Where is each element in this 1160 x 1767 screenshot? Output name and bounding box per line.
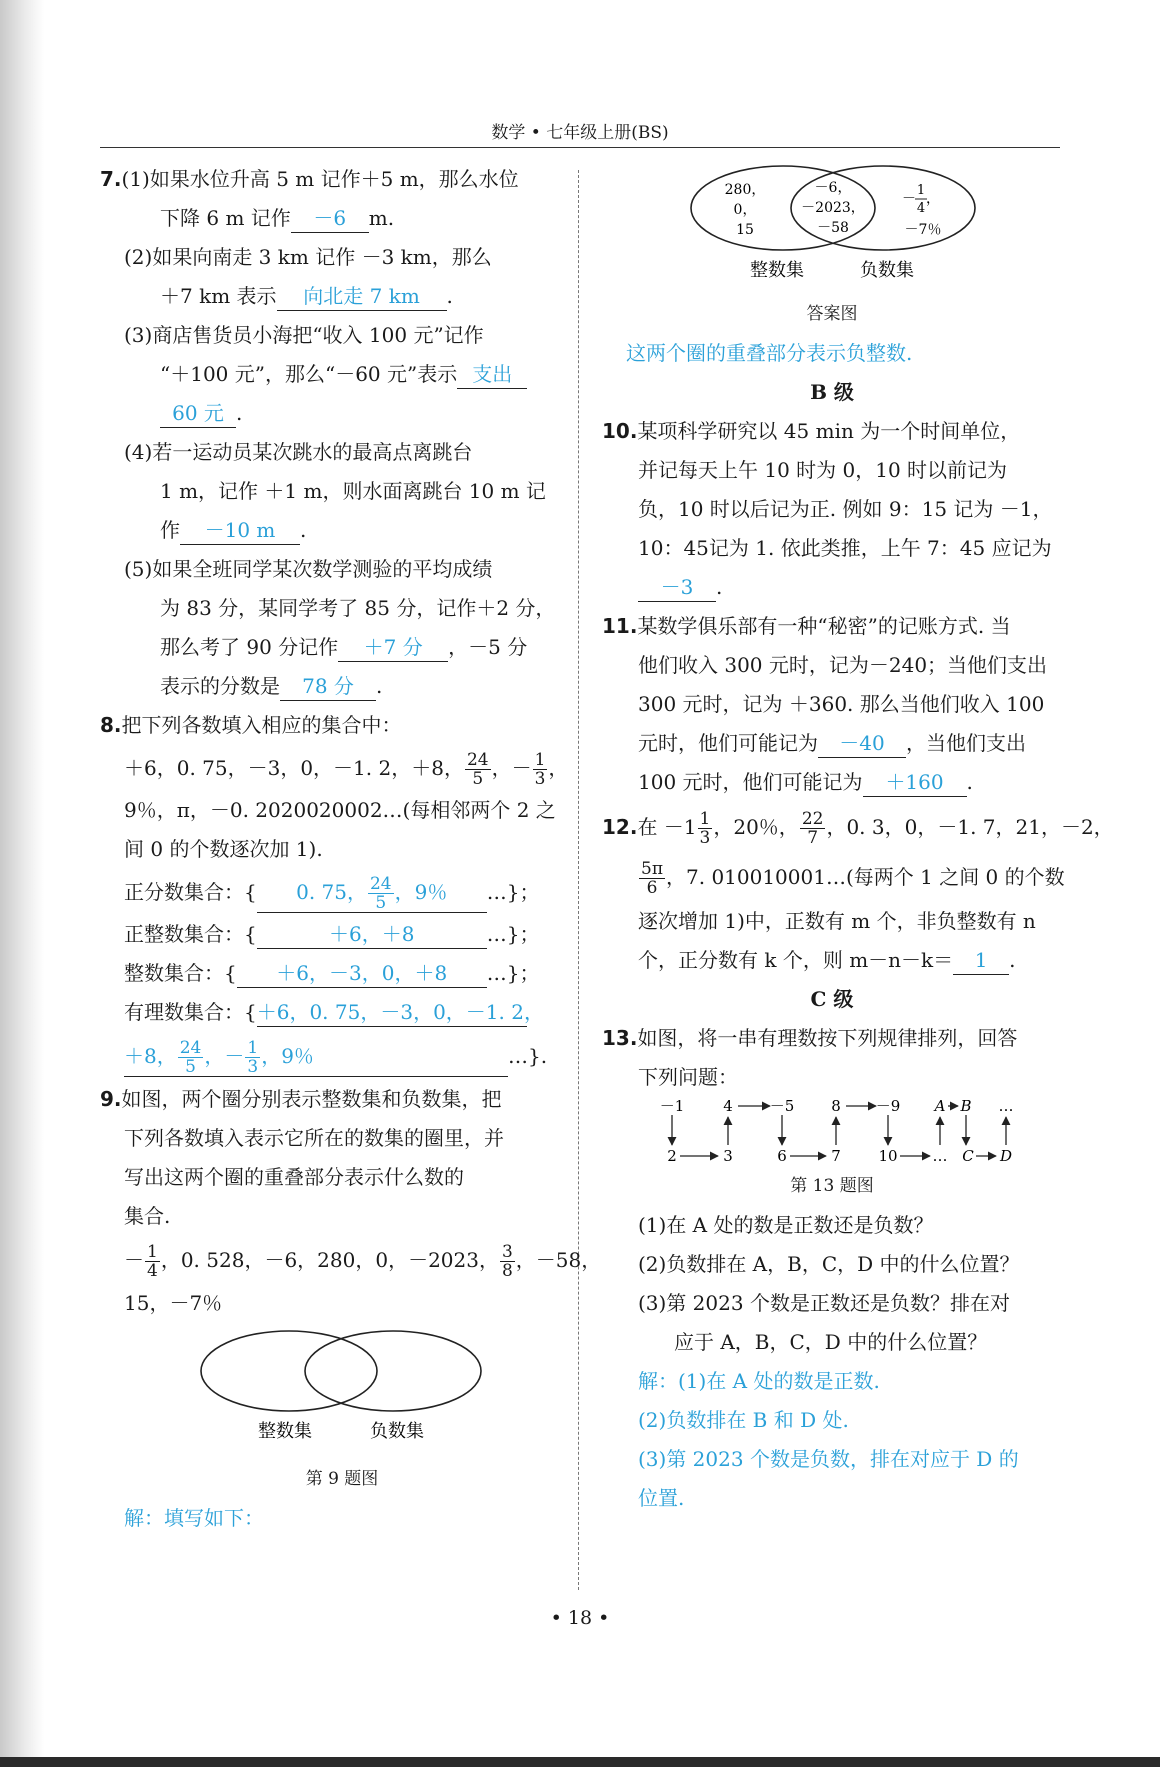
q13-line xyxy=(602,1019,1062,1058)
q11-text: . xyxy=(966,770,973,794)
seq-bottom-item: 10 xyxy=(878,1147,898,1165)
q10-number: 10. xyxy=(602,419,638,443)
q8-nums3: 间 0 的个数逐次加 1). xyxy=(124,837,323,861)
seq-bottom-item: C xyxy=(962,1147,974,1165)
negative-set-ellipse xyxy=(305,1331,481,1411)
q7-p5-answer-b: 78 分 xyxy=(280,672,376,701)
q7-line xyxy=(100,199,560,238)
frac-den: 3 xyxy=(247,1057,259,1077)
q13-line xyxy=(602,1058,1062,1097)
q7-p5c: 那么考了 90 分记作 xyxy=(160,635,339,659)
fraction xyxy=(639,860,665,897)
answer-part: ，－ xyxy=(204,1044,245,1068)
q8-nums1c: ， xyxy=(548,756,569,780)
q11-number: 11. xyxy=(602,614,638,638)
q11-line xyxy=(602,646,1062,685)
q11-text: 他们收入 300 元时，记为－240；当他们支出 xyxy=(638,653,1048,677)
column-divider xyxy=(578,170,579,1590)
answer-conclusion: 这两个圈的重叠部分表示负整数. xyxy=(626,341,913,365)
q7-p4d: . xyxy=(300,518,307,542)
q8-line xyxy=(100,706,560,745)
answer-figure-caption: 答案图 xyxy=(806,304,858,324)
seq-top-item: －9 xyxy=(875,1097,901,1115)
frac-num: 1 xyxy=(147,1242,158,1262)
q13-text: (3)第 2023 个数是正数还是负数？排在对 xyxy=(638,1291,1010,1315)
page-shadow xyxy=(0,0,44,1767)
q12-text: 个，正分数有 k 个，则 m－n－k＝ xyxy=(638,948,954,972)
q7-line xyxy=(100,316,560,355)
rat-answer-2 xyxy=(124,1039,508,1077)
q9-line xyxy=(100,1119,560,1158)
seq-top-item: … xyxy=(998,1097,1014,1115)
q9-stem: 写出这两个圈的重叠部分表示什么数的 xyxy=(124,1165,464,1189)
q9-nums: 15，－7％ xyxy=(124,1291,223,1315)
q11-text: 某数学俱乐部有一种“秘密”的记账方式. 当 xyxy=(637,614,1011,638)
fraction xyxy=(800,810,826,847)
fraction xyxy=(500,1243,515,1280)
q10-line xyxy=(602,490,1062,529)
q10-line xyxy=(602,412,1062,451)
q7-p2b: ＋7 km 表示 xyxy=(160,284,277,308)
seq-top-item: A xyxy=(934,1097,946,1115)
q10-text: 10：45记为 1. 依此类推，上午 7：45 应记为 xyxy=(638,536,1052,560)
q8-number: 8. xyxy=(100,713,122,737)
frac-num: 5π xyxy=(641,859,663,879)
venn-right-sign: － xyxy=(902,191,916,207)
q7-p1a: (1)如果水位升高 5 m 记作＋5 m，那么水位 xyxy=(121,167,519,191)
negative-set-label: 负数集 xyxy=(370,1421,424,1442)
frac-den: 5 xyxy=(472,769,484,789)
set-label: 有理数集合：{ xyxy=(124,1000,257,1024)
answer-part: ，9％ xyxy=(261,1044,314,1068)
running-header: 数学 • 七年级上册(BS) xyxy=(491,123,669,143)
seq-top-item: 4 xyxy=(723,1097,733,1115)
fraction xyxy=(178,1039,204,1076)
q7-number: 7. xyxy=(100,167,122,191)
q8-set-row xyxy=(100,954,560,993)
q13-solution-line: (3)第 2023 个数是负数，排在对应于 D 的 xyxy=(638,1447,1019,1471)
q10-line xyxy=(602,529,1062,568)
fraction xyxy=(698,810,713,847)
q8-nums1b: ，－ xyxy=(491,756,532,780)
q13-sequence-figure xyxy=(602,1097,1062,1167)
q8-line xyxy=(100,830,560,869)
int-answer: ＋6，－3，0，＋8 xyxy=(237,959,487,988)
frac-den: 8 xyxy=(501,1261,513,1281)
seq-bottom-item: 3 xyxy=(723,1147,733,1165)
q7-p1c: m. xyxy=(368,206,395,230)
q10-answer: －3 xyxy=(638,573,716,602)
frac-den: 3 xyxy=(699,828,711,848)
q7-p1b: 下降 6 m 记作 xyxy=(160,206,291,230)
q9-nums: ，0. 528，－6，280，0，－2023， xyxy=(160,1248,499,1272)
q9-solution: 解：填写如下： xyxy=(124,1506,264,1530)
level-c-heading: C 级 xyxy=(810,987,854,1011)
q13-line xyxy=(602,1284,1062,1323)
q7-p5a: (5)如果全班同学某次数学测验的平均成绩 xyxy=(124,557,493,581)
q9-nums: － xyxy=(124,1248,144,1272)
q7-line xyxy=(100,472,560,511)
q7-p5-answer-a: ＋7 分 xyxy=(338,633,448,662)
q7-p4-answer: －10 m xyxy=(180,516,300,545)
seq-bottom-item: D xyxy=(999,1147,1013,1165)
q9-line xyxy=(100,1158,560,1197)
venn-left-item: 0， xyxy=(733,202,757,218)
venn-left-item: 15 xyxy=(736,222,754,238)
q13-number: 13. xyxy=(602,1026,638,1050)
q7-line xyxy=(100,160,560,199)
q7-line xyxy=(100,667,560,706)
seq-bottom-item: 7 xyxy=(831,1147,841,1165)
q13-text: 应于 A，B，C，D 中的什么位置？ xyxy=(674,1330,988,1354)
q7-p2c: . xyxy=(446,284,453,308)
q9-line xyxy=(100,1284,560,1323)
q7-line xyxy=(100,550,560,589)
header-rule xyxy=(100,147,1060,148)
q7-p4b: 1 m，记作 ＋1 m，则水面离跳台 10 m 记 xyxy=(160,479,546,503)
q10-line xyxy=(602,451,1062,490)
frac-den: 3 xyxy=(534,769,546,789)
integer-set-label: 整数集 xyxy=(258,1421,312,1442)
q7-line xyxy=(100,238,560,277)
set-close: …}； xyxy=(486,880,540,904)
q12-text: ，7. 010010001…(每两个 1 之间 0 的个数 xyxy=(666,865,1065,889)
venn-right-item: －7％ xyxy=(904,222,942,238)
q8-stem: 把下列各数填入相应的集合中： xyxy=(121,713,402,737)
venn-mid-item: －2023， xyxy=(801,200,865,216)
answer-part: 0. 75， xyxy=(296,880,367,904)
q9-line xyxy=(100,1197,560,1236)
frac-num: 1 xyxy=(534,750,546,770)
q9-figure-caption: 第 9 题图 xyxy=(305,1469,379,1489)
q7-p4a: (4)若一运动员某次跳水的最高点离跳台 xyxy=(124,440,473,464)
fraction xyxy=(145,1243,160,1280)
set-close: …}； xyxy=(486,961,540,985)
q8-line xyxy=(100,791,560,830)
q7-p2-answer: 向北走 7 km xyxy=(277,282,447,311)
q7-p5f: . xyxy=(376,674,383,698)
venn-right-comma: ， xyxy=(926,191,940,207)
q7-p4c: 作 xyxy=(160,518,180,542)
level-b-heading: B 级 xyxy=(810,380,854,404)
frac-den: 5 xyxy=(185,1057,196,1077)
q7-p1-answer: －6 xyxy=(291,204,369,233)
q12-end: . xyxy=(1009,948,1016,972)
q12-text: 在 －1 xyxy=(637,815,697,839)
q13-figure-caption: 第 13 题图 xyxy=(790,1176,874,1196)
q13-text: (1)在 A 处的数是正数还是负数？ xyxy=(638,1213,934,1237)
q13-line xyxy=(602,1206,1062,1245)
q7-p3-answer-b: 60 元 xyxy=(160,399,236,428)
left-column xyxy=(100,160,602,1538)
q13-line xyxy=(602,1323,1062,1362)
q12-answer: 1 xyxy=(953,946,1009,975)
q7-p3a: (3)商店售货员小海把“收入 100 元”记作 xyxy=(124,323,484,347)
seq-top-item: 8 xyxy=(831,1097,841,1115)
negative-set-label: 负数集 xyxy=(860,260,914,281)
right-column xyxy=(602,158,1114,1518)
q11-answer-2: ＋160 xyxy=(863,768,967,797)
q7-p5b: 为 83 分，某同学考了 85 分，记作＋2 分， xyxy=(160,596,556,620)
q11-text: 100 元时，他们可能记为 xyxy=(638,770,863,794)
venn-mid-item: －58 xyxy=(817,220,849,236)
fraction xyxy=(465,751,491,788)
q8-set-row xyxy=(100,1032,560,1080)
rat-answer-1: ＋6，0. 75，－3，0，－1. 2， xyxy=(257,998,527,1027)
venn-mid-item: －6， xyxy=(814,180,852,196)
q7-line xyxy=(100,394,560,433)
frac-num: 1 xyxy=(247,1038,259,1058)
venn-left-item: 280， xyxy=(724,182,766,198)
frac-den: 5 xyxy=(375,893,387,913)
pos-int-answer: ＋6，＋8 xyxy=(257,920,487,949)
integer-set-ellipse xyxy=(201,1331,377,1411)
q13-text: 如图，将一串有理数按下列规律排列，回答 xyxy=(637,1026,1018,1050)
seq-top-item: －5 xyxy=(769,1097,795,1115)
fraction xyxy=(368,875,394,912)
q10-text: 负，10 时以后记为正. 例如 9：15 记为 －1， xyxy=(638,497,1053,521)
q9-venn-diagram xyxy=(197,1323,487,1447)
seq-bottom-item: 2 xyxy=(667,1147,677,1165)
q7-line xyxy=(100,628,560,667)
frac-den: 6 xyxy=(646,878,658,898)
q9-nums: ，－58， xyxy=(515,1248,602,1272)
q9-line xyxy=(100,1080,560,1119)
q12-text: ，20％， xyxy=(713,815,799,839)
q12-line xyxy=(602,852,1065,902)
q12-text: 逐次增加 1)中，正数有 m 个，非负整数有 n xyxy=(638,909,1036,933)
frac-num: 1 xyxy=(699,809,711,829)
q7-p3b: “＋100 元”，那么“－60 元”表示 xyxy=(160,362,458,386)
q11-answer-1: －40 xyxy=(818,729,906,758)
pos-frac-answer xyxy=(257,875,487,913)
q11-line xyxy=(602,724,1062,763)
set-close: …}. xyxy=(508,1044,548,1068)
answer-part: ＋8， xyxy=(124,1044,177,1068)
answer-part: ，9％ xyxy=(394,880,448,904)
q7-line xyxy=(100,433,560,472)
frac-num: 24 xyxy=(466,750,489,770)
q12-line xyxy=(602,802,1114,852)
seq-top-item: －1 xyxy=(659,1097,685,1115)
q7-p2a: (2)如果向南走 3 km 记作 －3 km，那么 xyxy=(124,245,492,269)
frac-num: 22 xyxy=(801,809,824,829)
integer-set-label: 整数集 xyxy=(750,260,804,281)
q7-p5d: ，－5 分 xyxy=(448,635,528,659)
q13-solution-line: 位置. xyxy=(638,1486,685,1510)
q13-solution-line: 解：(1)在 A 处的数是正数. xyxy=(638,1369,880,1393)
q9-stem: 下列各数填入表示它所在的数集的圈里，并 xyxy=(124,1126,504,1150)
q9-venn-figure xyxy=(100,1323,560,1460)
bottom-bar xyxy=(0,1757,1160,1767)
q10-text: 某项科学研究以 45 min 为一个时间单位， xyxy=(637,419,1021,443)
q12-text: ，0. 3，0，－1. 7，21，－2， xyxy=(826,815,1114,839)
q8-nums1a: ＋6，0. 75，－3，0，－1. 2，＋8， xyxy=(124,756,464,780)
fraction xyxy=(245,1039,260,1076)
q7-line xyxy=(100,589,560,628)
answer-venn-diagram xyxy=(687,158,977,282)
q13-line xyxy=(602,1245,1062,1284)
q7-p3-answer-a: 支出 xyxy=(457,360,527,389)
fraction xyxy=(533,751,548,788)
venn-right-frac-num: 1 xyxy=(916,183,926,198)
answer-figure xyxy=(602,158,1062,295)
q13-text: (2)负数排在 A，B，C，D 中的什么位置？ xyxy=(638,1252,1020,1276)
q12-number: 12. xyxy=(602,815,638,839)
q11-text: 元时，他们可能记为 xyxy=(638,731,818,755)
q8-set-row xyxy=(100,869,560,915)
q9-stem: 集合. xyxy=(124,1204,171,1228)
q12-line xyxy=(602,902,1062,941)
q13-solution-line: (2)负数排在 B 和 D 处. xyxy=(638,1408,849,1432)
q9-stem: 如图，两个圈分别表示整数集和负数集，把 xyxy=(121,1087,502,1111)
frac-num: 24 xyxy=(179,1038,202,1058)
q13-sequence-diagram xyxy=(658,1097,1038,1167)
q11-line xyxy=(602,763,1062,802)
q8-line xyxy=(100,745,569,791)
q12-line xyxy=(602,941,1062,980)
q11-line xyxy=(602,607,1062,646)
set-label: 正整数集合：{ xyxy=(124,922,257,946)
q7-line xyxy=(100,511,560,550)
seq-top-item: B xyxy=(960,1097,972,1115)
q8-nums2: 9％，π，－0. 2020020002…(每相邻两个 2 之 xyxy=(124,798,556,822)
page-number: • 18 • xyxy=(550,1607,610,1629)
q10-text: 并记每天上午 10 时为 0，10 时以前记为 xyxy=(638,458,1008,482)
q8-set-row xyxy=(100,993,560,1032)
seq-bottom-item: … xyxy=(932,1147,948,1165)
venn-right-frac-den: 4 xyxy=(916,201,926,216)
q10-line xyxy=(602,568,1062,607)
set-label: 正分数集合：{ xyxy=(124,880,257,904)
q9-number: 9. xyxy=(100,1087,122,1111)
q13-text: 下列问题： xyxy=(638,1065,738,1089)
q10-end: . xyxy=(716,575,723,599)
q9-line xyxy=(100,1236,602,1284)
q7-p3c: . xyxy=(236,401,243,425)
q8-set-row xyxy=(100,915,560,954)
q11-text: 300 元时，记为 ＋360. 那么当他们收入 100 xyxy=(638,692,1045,716)
frac-num: 24 xyxy=(369,874,392,894)
q7-line xyxy=(100,277,560,316)
set-close: …}； xyxy=(486,922,540,946)
set-label: 整数集合：{ xyxy=(124,961,237,985)
frac-num: 3 xyxy=(501,1242,513,1262)
q7-p5e: 表示的分数是 xyxy=(160,674,280,698)
q11-text: ，当他们支出 xyxy=(906,731,1026,755)
q7-line xyxy=(100,355,560,394)
seq-bottom-item: 6 xyxy=(777,1147,787,1165)
frac-den: 7 xyxy=(807,828,819,848)
frac-den: 4 xyxy=(147,1261,158,1281)
q11-line xyxy=(602,685,1062,724)
